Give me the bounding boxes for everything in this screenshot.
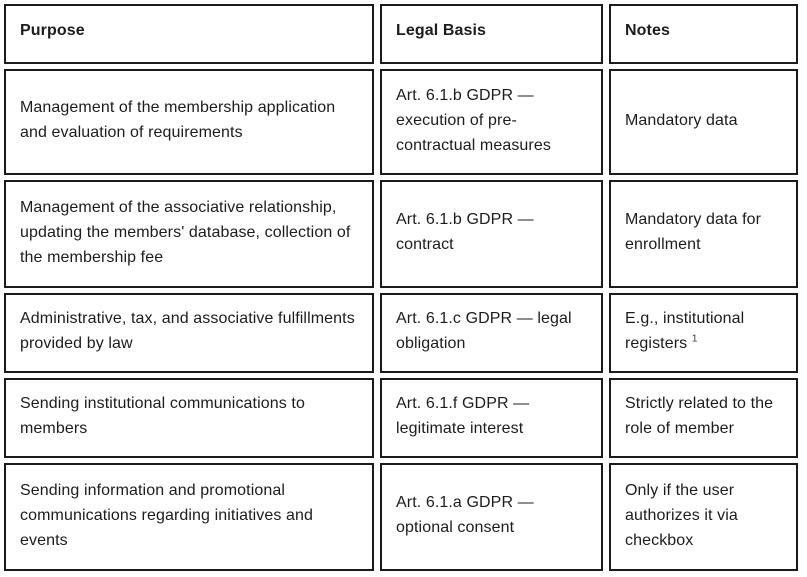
column-header-purpose-label: Purpose [20, 22, 85, 39]
notes-cell-row-2 [609, 180, 798, 288]
column-header-notes [609, 4, 798, 64]
legal-basis-cell-row-2 [380, 180, 603, 288]
column-header-notes-label: Notes [625, 22, 670, 39]
notes-cell-row-1 [609, 69, 798, 175]
notes-text-row-1: Mandatory data [625, 111, 738, 129]
column-header-legal-basis [380, 4, 603, 64]
notes-text-row-5: Only if the user authorizes it via checkbox [625, 481, 738, 549]
legal-basis-text-row-1: Art. 6.1.b GDPR — execution of pre-contractual measures [396, 86, 551, 154]
legal-basis-text-row-3: Art. 6.1.c GDPR — legal obligation [396, 310, 572, 352]
legal-basis-text-row-5: Art. 6.1.a GDPR — optional consent [396, 494, 534, 536]
notes-cell-row-5 [609, 463, 798, 571]
purpose-cell-row-1 [4, 69, 374, 175]
legal-basis-text-row-4: Art. 6.1.f GDPR — legitimate interest [396, 395, 530, 437]
purpose-text-row-2: Management of the associative relationship, updating the members' database, collection of the membership fee [20, 198, 351, 266]
purpose-text-row-3: Administrative, tax, and associative fulfillments provided by law [20, 310, 355, 352]
purpose-cell-row-3 [4, 293, 374, 373]
notes-text-row-3-body: E.g., institutional registers [625, 310, 745, 352]
notes-text-row-3 [625, 306, 782, 356]
purpose-cell-row-5 [4, 463, 374, 571]
legal-basis-cell-row-5 [380, 463, 603, 571]
column-header-legal-basis-label: Legal Basis [396, 22, 487, 39]
purpose-cell-row-2 [4, 180, 374, 288]
legal-basis-cell-row-1 [380, 69, 603, 175]
purpose-cell-row-4 [4, 378, 374, 458]
footnote-marker-1: 1 [691, 333, 698, 345]
purpose-text-row-5: Sending information and promotional communications regarding initiatives and events [20, 481, 314, 549]
legal-basis-cell-row-3 [380, 293, 603, 373]
purpose-text-row-1: Management of the membership application and evaluation of requirements [20, 99, 336, 141]
notes-cell-row-4 [609, 378, 798, 458]
purpose-text-row-4: Sending institutional communications to members [20, 395, 305, 437]
notes-text-row-2: Mandatory data for enrollment [625, 211, 762, 253]
legal-basis-text-row-2: Art. 6.1.b GDPR — contract [396, 211, 534, 253]
legal-basis-cell-row-4 [380, 378, 603, 458]
notes-cell-row-3 [609, 293, 798, 373]
notes-text-row-4: Strictly related to the role of member [625, 395, 774, 437]
column-header-purpose [4, 4, 374, 64]
